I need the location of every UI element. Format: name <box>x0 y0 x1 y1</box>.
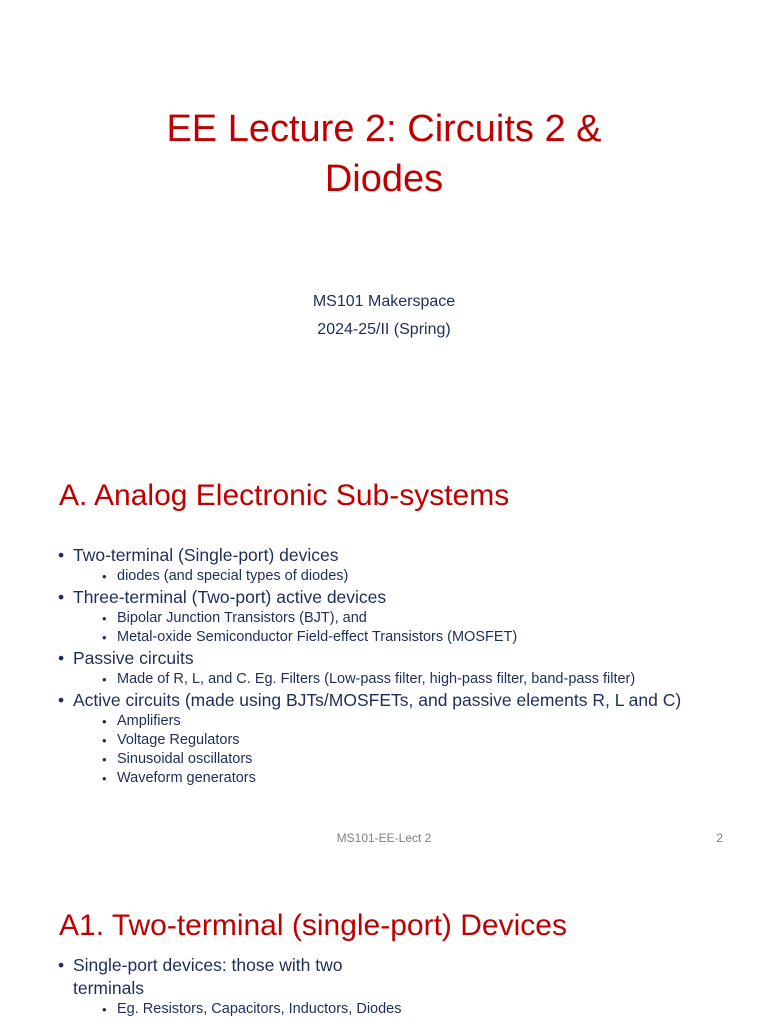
sub-bullet-text: Bipolar Junction Transistors (BJT), and <box>117 610 367 626</box>
bullet-icon: • <box>58 690 65 710</box>
bullet-icon: • <box>102 672 107 687</box>
bullet-icon: • <box>102 1002 107 1017</box>
sub-bullet-text: Eg. Resistors, Capacitors, Inductors, Diodes <box>117 1001 402 1017</box>
page-number: 2 <box>716 831 723 845</box>
sub-bullet-item <box>101 670 681 689</box>
term: 2024-25/II (Spring) <box>317 321 451 338</box>
sub-bullet-list <box>73 712 681 788</box>
bullet-icon: • <box>102 771 107 786</box>
sub-bullet-text: Metal-oxide Semiconductor Field-effect Transistors (MOSFET) <box>117 629 518 645</box>
sub-bullet-item <box>101 628 681 647</box>
slide-title <box>0 104 768 204</box>
content-slide-analog-subsystems <box>0 450 768 860</box>
bullet-item <box>56 544 681 586</box>
slide-heading: A1. Two-terminal (single-port) Devices <box>59 909 567 942</box>
slide-footer: MS101-EE-Lect 2 <box>336 831 432 845</box>
bullet-icon: • <box>102 752 107 767</box>
sub-bullet-text: Amplifiers <box>117 713 181 729</box>
bullet-icon: • <box>102 611 107 626</box>
content-slide-two-terminal-devices <box>0 880 768 1024</box>
sub-bullet-item <box>101 609 681 628</box>
bullet-text: Single-port devices: those with two terminals <box>73 955 343 998</box>
sub-bullet-list <box>73 567 681 586</box>
bullet-item <box>56 954 403 1019</box>
bullet-item <box>56 586 681 647</box>
bullet-text: Passive circuits <box>73 648 194 668</box>
sub-bullet-item <box>101 769 681 788</box>
bullet-list <box>56 544 681 788</box>
bullet-icon: • <box>58 955 65 975</box>
slide-subtitle <box>0 288 768 344</box>
bullet-icon: • <box>58 648 65 668</box>
sub-bullet-list <box>73 1000 403 1019</box>
sub-bullet-item <box>101 731 681 750</box>
bullet-icon: • <box>102 714 107 729</box>
course-name: MS101 Makerspace <box>312 293 456 310</box>
title-slide <box>0 0 768 440</box>
bullet-icon: • <box>102 630 107 645</box>
sub-bullet-item <box>101 1000 677 1019</box>
bullet-item <box>56 647 681 689</box>
slide-title-line-1: EE Lecture 2: Circuits 2 & <box>166 108 602 150</box>
bullet-icon: • <box>102 733 107 748</box>
slide-heading: A. Analog Electronic Sub-systems <box>59 479 510 512</box>
bullet-text: Two-terminal (Single-port) devices <box>73 545 339 565</box>
slide-title-line-2: Diodes <box>324 158 444 200</box>
sub-bullet-item <box>101 750 681 769</box>
bullet-item <box>56 689 681 788</box>
bullet-icon: • <box>58 587 65 607</box>
sub-bullet-list <box>73 670 681 689</box>
sub-bullet-text: Made of R, L, and C. Eg. Filters (Low-pass filter, high-pass filter, band-pass filter) <box>117 671 636 687</box>
sub-bullet-text: Waveform generators <box>117 770 256 786</box>
sub-bullet-list <box>73 609 681 647</box>
bullet-icon: • <box>102 569 107 584</box>
sub-bullet-item <box>101 712 681 731</box>
sub-bullet-text: Sinusoidal oscillators <box>117 751 253 767</box>
bullet-list <box>56 954 403 1019</box>
sub-bullet-text: diodes (and special types of diodes) <box>117 568 349 584</box>
sub-bullet-text: Voltage Regulators <box>117 732 240 748</box>
bullet-icon: • <box>58 545 65 565</box>
bullet-text: Three-terminal (Two-port) active devices <box>73 587 387 607</box>
sub-bullet-item <box>101 567 681 586</box>
bullet-text: Active circuits (made using BJTs/MOSFETs, and passive elements R, L and C) <box>73 690 682 710</box>
